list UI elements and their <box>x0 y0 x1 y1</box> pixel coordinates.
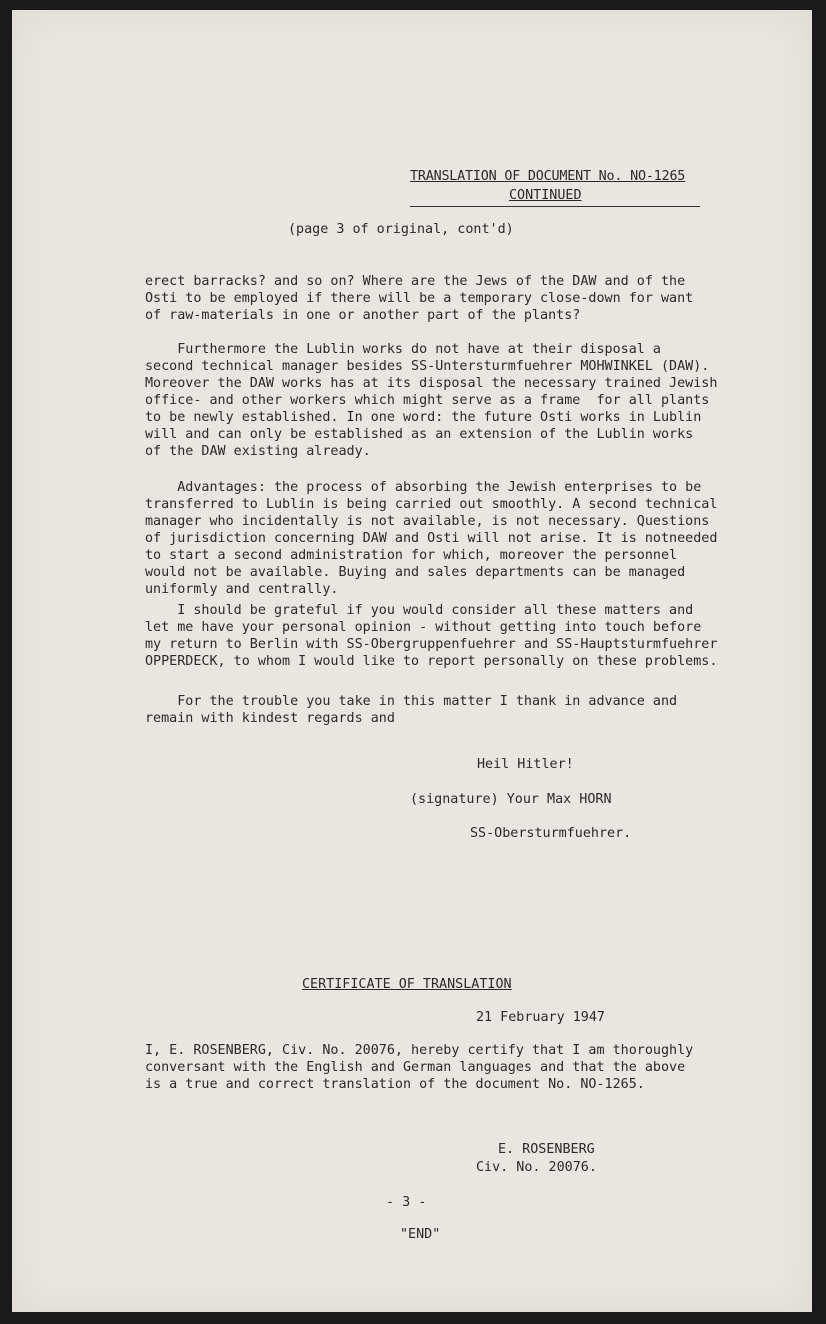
text-line: I should be grateful if you would consider all these matters and <box>145 603 694 618</box>
page-number: - 3 - <box>386 1195 427 1210</box>
text-line: manager who incidentally is not available, is not necessary. Questions <box>145 514 710 529</box>
translator-civ-number: Civ. No. 20076. <box>476 1160 597 1175</box>
text-line: to be newly established. In one word: the future Osti works in Lublin <box>145 410 702 425</box>
text-line: Furthermore the Lublin works do not have at their disposal a <box>145 342 661 357</box>
text-line: OPPERDECK, to whom I would like to report personally on these problems. <box>145 654 718 669</box>
paragraph-1 <box>145 273 745 324</box>
text-line: uniformly and centrally. <box>145 582 339 597</box>
text-line: office- and other workers which might serve as a frame for all plants <box>145 393 710 408</box>
text-line: would not be available. Buying and sales departments can be managed <box>145 565 686 580</box>
translator-name: E. ROSENBERG <box>498 1142 595 1157</box>
text-line: conversant with the English and German languages and that the above <box>145 1060 686 1075</box>
text-line: of raw-materials in one or another part of the plants? <box>145 308 581 323</box>
header-rule <box>410 206 700 207</box>
text-line: erect barracks? and so on? Where are the Jews of the DAW and of the <box>145 274 686 289</box>
signature-name: (signature) Your Max HORN <box>410 792 612 807</box>
document-subtitle: CONTINUED <box>509 188 582 203</box>
paragraph-2 <box>145 341 745 460</box>
paragraph-3 <box>145 479 745 598</box>
text-line: to start a second administration for which, moreover the personnel <box>145 548 678 563</box>
text-line: Advantages: the process of absorbing the Jewish enterprises to be <box>145 480 702 495</box>
text-line: For the trouble you take in this matter I thank in advance and <box>145 694 678 709</box>
text-line: Moreover the DAW works has at its disposal the necessary trained Jewish <box>145 376 718 391</box>
text-line: my return to Berlin with SS-Obergruppenfuehrer and SS-Hauptsturmfuehrer <box>145 637 718 652</box>
text-line: I, E. ROSENBERG, Civ. No. 20076, hereby certify that I am thoroughly <box>145 1043 694 1058</box>
text-line: remain with kindest regards and <box>145 711 395 726</box>
certificate-title: CERTIFICATE OF TRANSLATION <box>302 977 512 992</box>
paragraph-5 <box>145 693 745 727</box>
text-line: of the DAW existing already. <box>145 444 371 459</box>
text-line: transferred to Lublin is being carried out smoothly. A second technical <box>145 497 718 512</box>
signature-rank: SS-Obersturmfuehrer. <box>470 826 632 841</box>
certificate-text <box>145 1042 745 1093</box>
text-line: second technical manager besides SS-Untersturmfuehrer MOHWINKEL (DAW). <box>145 359 710 374</box>
text-line: Osti to be employed if there will be a temporary close-down for want <box>145 291 694 306</box>
end-marker: "END" <box>400 1227 441 1242</box>
text-line: of jurisdiction concerning DAW and Osti will not arise. It is notneeded <box>145 531 718 546</box>
certificate-date: 21 February 1947 <box>476 1010 605 1025</box>
page-note: (page 3 of original, cont'd) <box>288 222 514 237</box>
paragraph-4 <box>145 602 745 670</box>
document-body <box>12 10 812 1312</box>
signature-salutation: Heil Hitler! <box>477 757 574 772</box>
document-title: TRANSLATION OF DOCUMENT No. NO-1265 <box>410 169 686 184</box>
text-line: let me have your personal opinion - without getting into touch before <box>145 620 702 635</box>
text-line: will and can only be established as an extension of the Lublin works <box>145 427 694 442</box>
document-page <box>12 10 812 1312</box>
text-line: is a true and correct translation of the document No. NO-1265. <box>145 1077 645 1092</box>
